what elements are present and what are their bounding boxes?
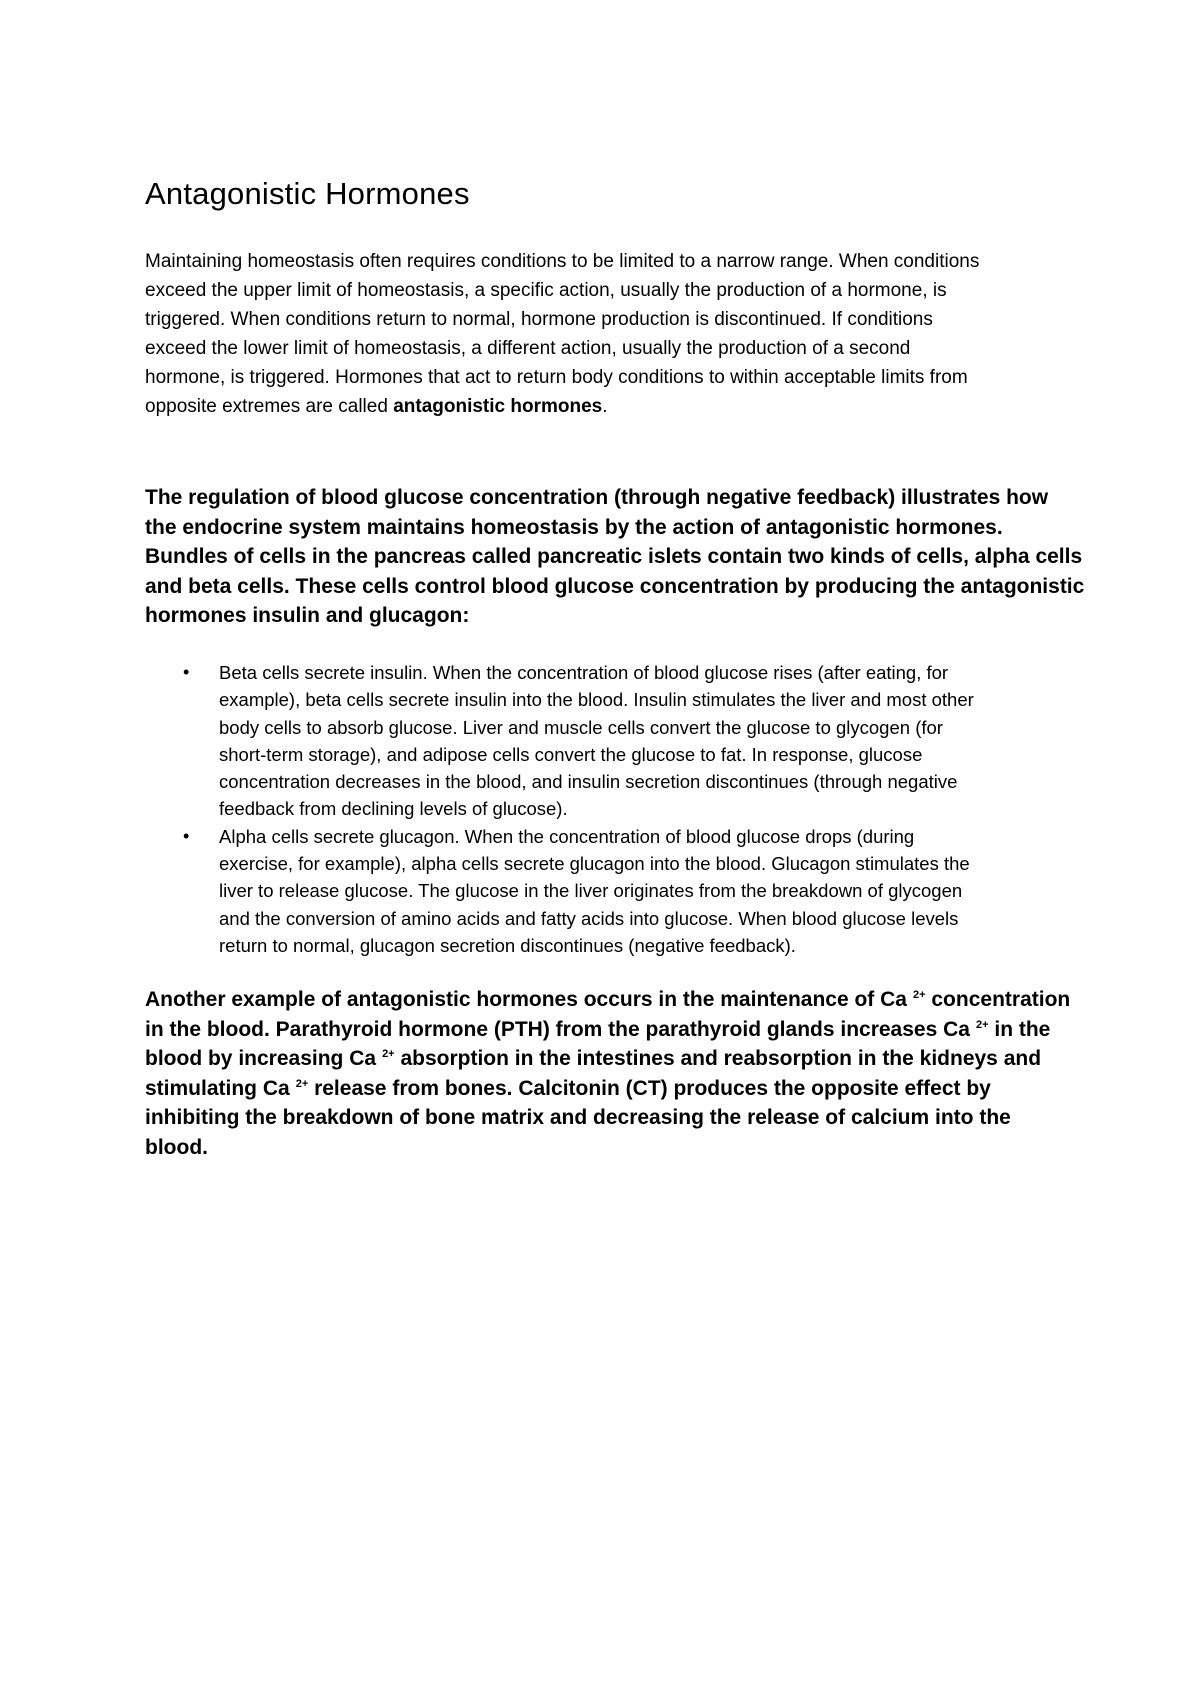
ion-symbol: Ca (880, 988, 907, 1011)
bold-term: antagonistic hormones (393, 396, 603, 417)
ion-charge: 2+ (975, 1018, 989, 1031)
bullet-text (219, 659, 1200, 823)
text-run: stimulating (145, 1076, 263, 1100)
paragraph-line (145, 985, 1075, 1015)
bullet-line: exercise, for example), alpha cells secrete glucagon into the blood. Glucagon stimulates the (219, 853, 970, 875)
intro-line (145, 392, 1075, 421)
hormone-bullet-list (0, 659, 1200, 959)
bullet-line: liver to release glucose. The glucose in the liver originates from the breakdown of glycogen (219, 880, 963, 902)
text-run: absorption in the intestines and reabsorption in the kidneys and (394, 1047, 1042, 1070)
bullet-line: body cells to absorb glucose. Liver and muscle cells convert the glucose to glycogen (for (219, 716, 943, 738)
ion-symbol: Ca (349, 1047, 377, 1070)
text-run: Another example of antagonistic hormones occurs in the maintenance of (145, 988, 881, 1011)
ion-symbol: Ca (943, 1017, 970, 1041)
text-run: in the blood. Parathyroid hormone (PTH) from the parathyroid glands increases (145, 1017, 944, 1041)
bullet-line: and the conversion of amino acids and fatty acids into glucose. When blood glucose levels (219, 907, 959, 929)
bullet-line: Alpha cells secrete glucagon. When the concentration of blood glucose drops (during (219, 825, 915, 847)
intro-last-suffix: . (602, 396, 608, 417)
intro-paragraph (145, 247, 1075, 421)
intro-line: hormone, is triggered. Hormones that act to return body conditions to within acceptable limits from (145, 367, 968, 388)
bullet-item-glucagon (0, 823, 1200, 959)
paragraph-line: the endocrine system maintains homeostasis by the action of antagonistic hormones. (145, 515, 1003, 539)
bullet-line: return to normal, glucagon secretion discontinues (negative feedback). (219, 934, 796, 956)
paragraph-line (145, 1044, 1075, 1074)
bullet-icon: • (183, 662, 190, 682)
intro-line: exceed the lower limit of homeostasis, a different action, usually the production of a second (145, 338, 911, 359)
intro-line: exceed the upper limit of homeostasis, a specific action, usually the production of a hormone, is (145, 280, 947, 301)
text-run: blood by increasing (145, 1047, 350, 1070)
paragraph-line: The regulation of blood glucose concentration (through negative feedback) illustrates how (145, 486, 1049, 509)
intro-line: Maintaining homeostasis often requires conditions to be limited to a narrow range. When conditions (145, 251, 980, 272)
intro-line: triggered. When conditions return to normal, hormone production is discontinued. If conditions (145, 309, 933, 330)
ion-symbol: Ca (262, 1076, 290, 1100)
bullet-text (219, 823, 1200, 959)
text-run: in the (988, 1017, 1051, 1041)
ion-charge: 2+ (295, 1077, 309, 1090)
text-run: release from bones. Calcitonin (CT) produces the opposite effect by (308, 1076, 991, 1100)
ion-charge: 2+ (382, 1048, 395, 1060)
paragraph-line: and beta cells. These cells control blood glucose concentration by producing the antagonistic (145, 574, 1085, 598)
glucose-regulation-paragraph (145, 483, 1085, 631)
bullet-item-insulin (0, 659, 1200, 823)
bullet-line: example), beta cells secrete insulin into the blood. Insulin stimulates the liver and most other (219, 689, 974, 711)
document-title: Antagonistic Hormones (145, 176, 470, 211)
paragraph-line (145, 1074, 1075, 1104)
paragraph-line: hormones insulin and glucagon: (145, 604, 470, 627)
text-run: concentration (925, 988, 1071, 1011)
paragraph-line (145, 1015, 1075, 1045)
calcium-regulation-paragraph (145, 985, 1075, 1162)
bullet-icon: • (183, 825, 190, 846)
bullet-line: feedback from declining levels of glucose). (219, 798, 568, 820)
ion-charge: 2+ (913, 989, 926, 1001)
paragraph-line: Bundles of cells in the pancreas called pancreatic islets contain two kinds of cells, alpha cells (145, 545, 1083, 568)
paragraph-line: inhibiting the breakdown of bone matrix and decreasing the release of calcium into the (145, 1106, 1011, 1129)
bullet-line: concentration decreases in the blood, and insulin secretion discontinues (through negative (219, 771, 958, 793)
bullet-line: Beta cells secrete insulin. When the concentration of blood glucose rises (after eating, for (219, 662, 949, 683)
paragraph-line: blood. (145, 1135, 208, 1159)
bullet-line: short-term storage), and adipose cells convert the glucose to fat. In response, glucose (219, 743, 923, 765)
intro-last-prefix: opposite extremes are called (145, 396, 394, 417)
